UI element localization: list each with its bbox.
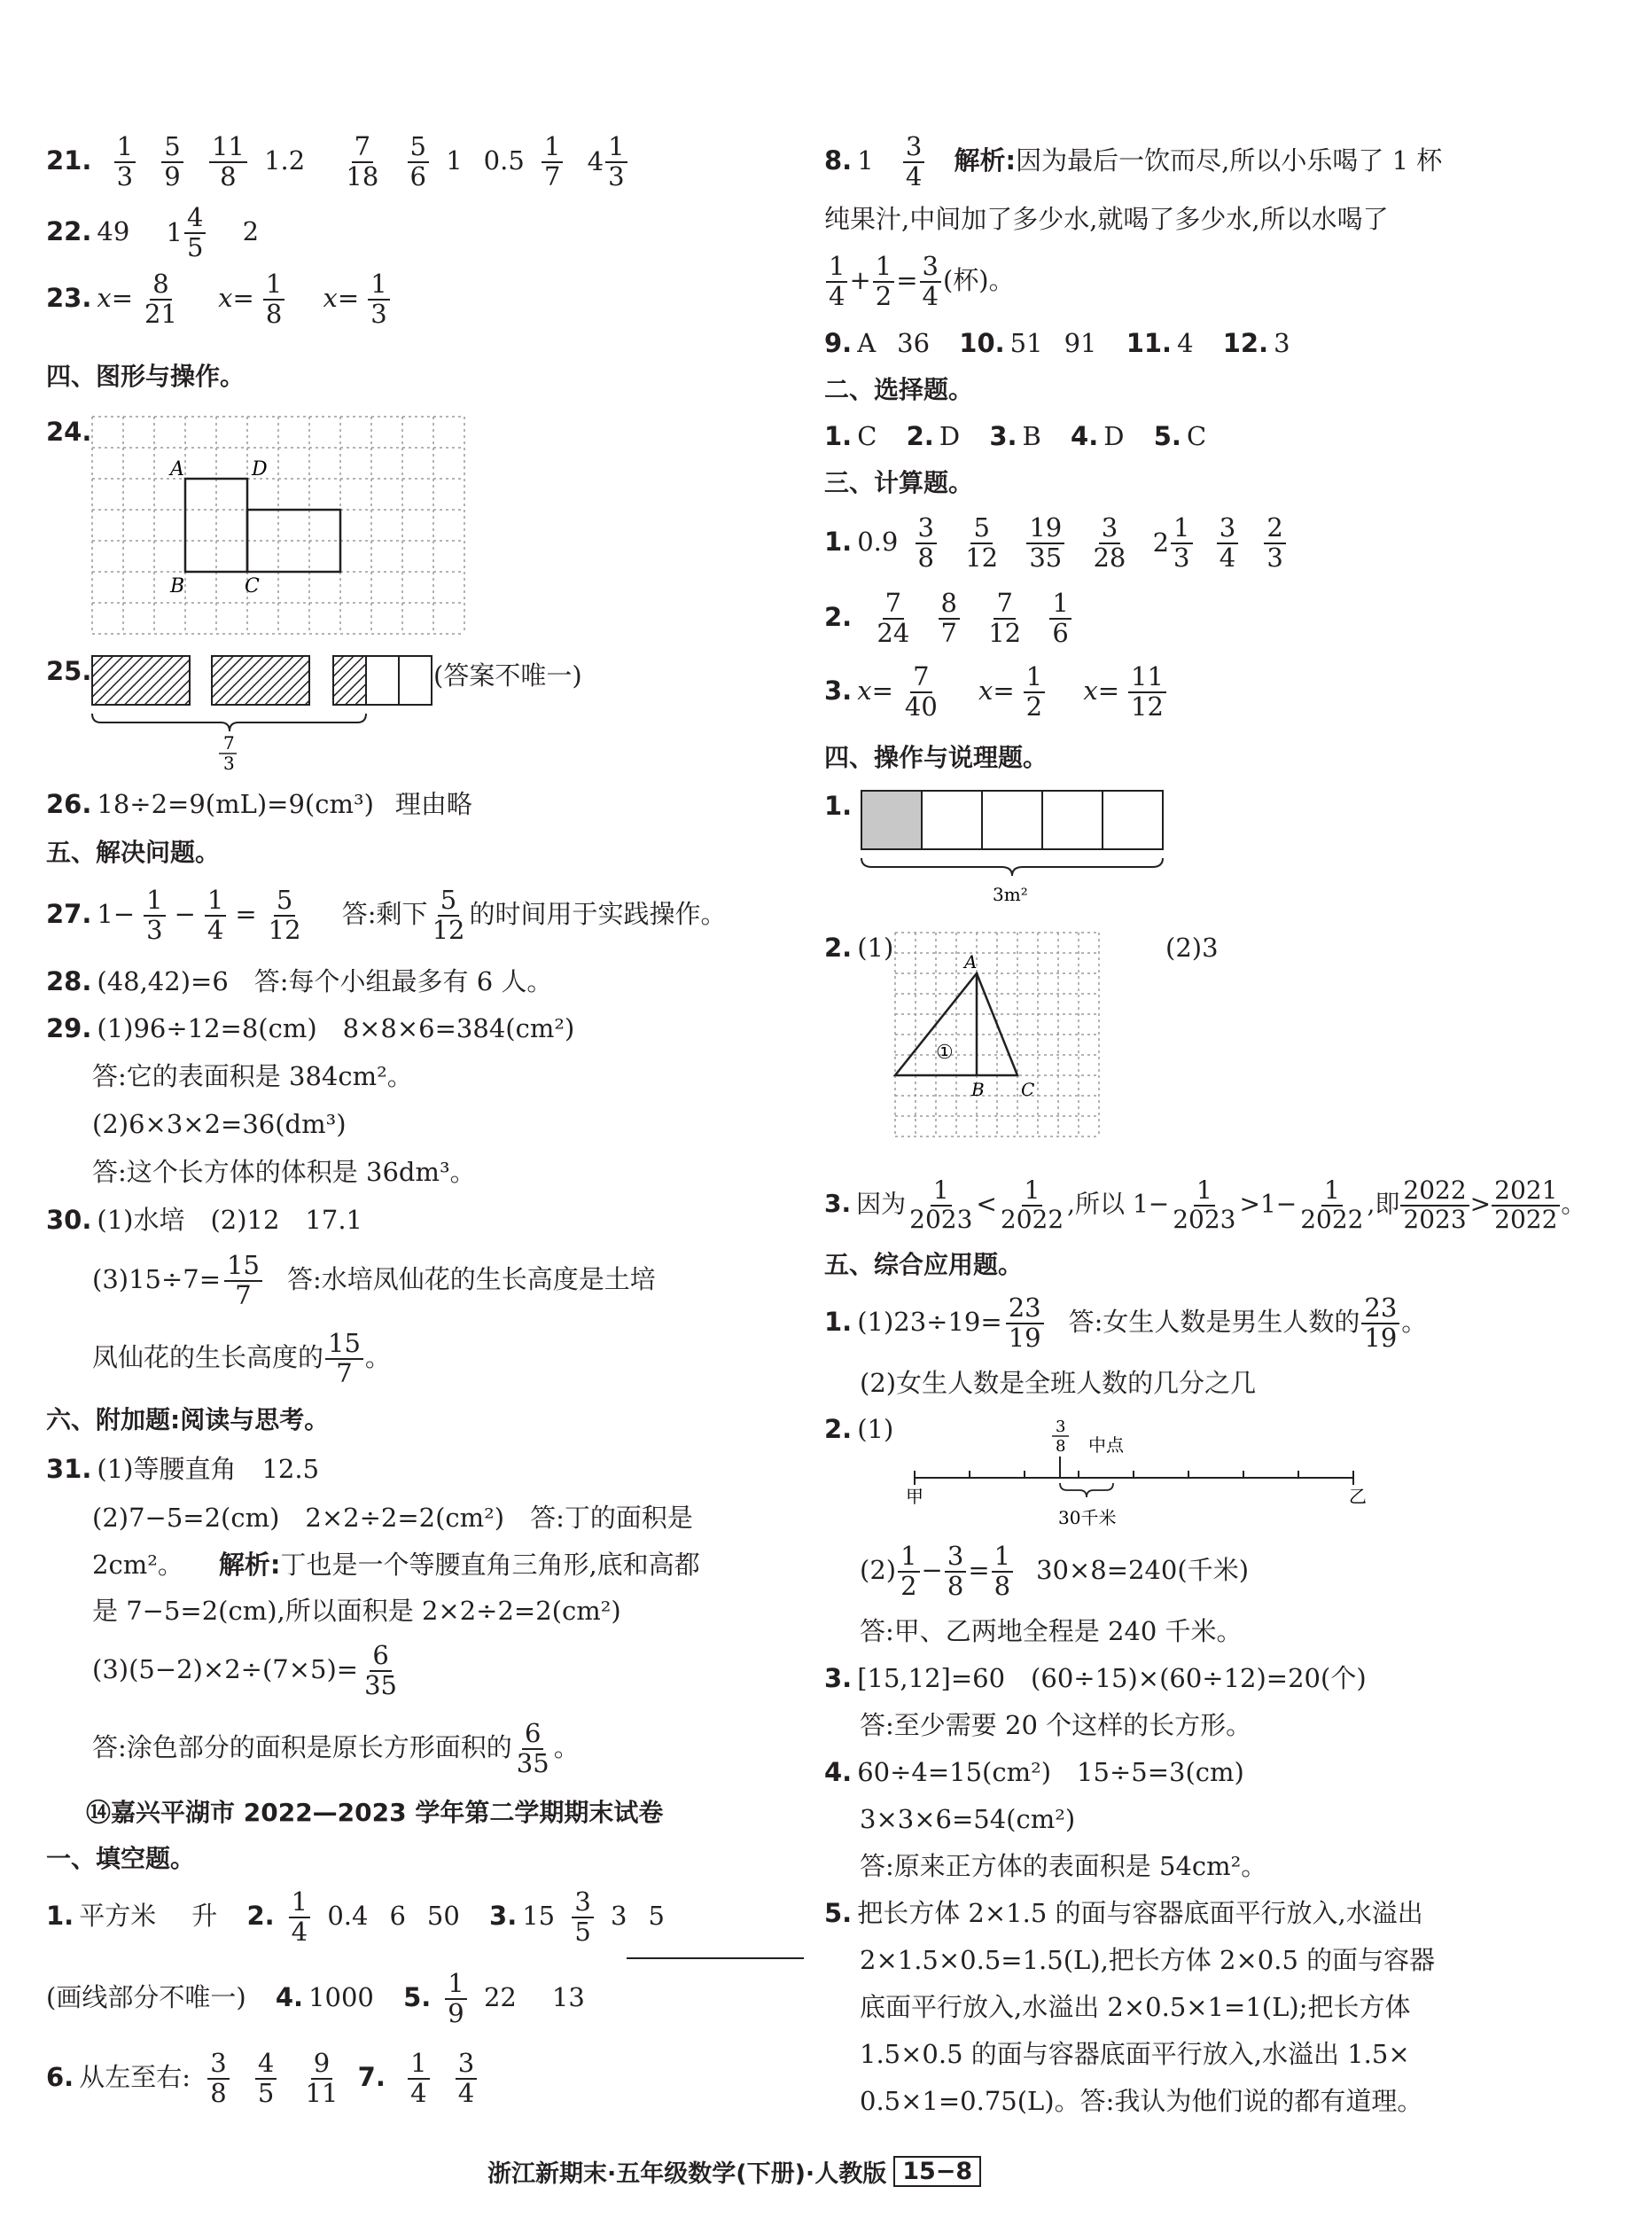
answer-25-note: (答案不唯一) xyxy=(433,660,582,691)
answer-r8-l2: 纯果汁,中间加了多少水,就喝了多少水,所以水喝了 xyxy=(824,204,1389,234)
answer-r8-l3: $\frac{1}{4}$ + $\frac{1}{2}$ = $\frac{3}{4}$ (杯)。 xyxy=(824,253,1015,311)
section-3-heading: 三、计算题。 xyxy=(824,468,974,497)
answer-30-l3: 凤仙花的生长高度的 $\frac{15}{7}$ 。 xyxy=(92,1328,391,1388)
section-5r-heading: 五、综合应用题。 xyxy=(824,1250,1024,1279)
app-5-l4: 1.5×0.5 的面与容器底面平行放入,水溢出 1.5× xyxy=(860,2039,1410,2069)
exam-title: ⑭嘉兴平湖市 2022—2023 学年第二学期期末试卷 xyxy=(86,1798,664,1827)
nl-midpoint-label: 中点 xyxy=(1088,1434,1124,1456)
app-1-l1: 1. (1)23÷19= $\frac{23}{19}$ 答:女生人数是男生人数的 $\frac{23}{19}$ 。 xyxy=(824,1293,1428,1353)
strip-area-label: 3m² xyxy=(993,884,1028,905)
fraction: $\frac{11}{8}$ xyxy=(209,133,247,191)
fraction: $\frac{1}{7}$ xyxy=(542,133,563,191)
fraction: $\frac{7}{18}$ xyxy=(346,131,379,191)
app-4-l2: 3×3×6=54(cm²) xyxy=(860,1804,1076,1834)
answer-29-l2: 答:它的表面积是 384cm²。 xyxy=(92,1061,413,1091)
app-5-l2: 2×1.5×0.5=1.5(L),把长方体 2×0.5 的面与容器 xyxy=(860,1945,1436,1975)
answer-31-l6: 答:涂色部分的面积是原长方形面积的 $\frac{6}{35}$ 。 xyxy=(92,1718,580,1778)
section-5-heading: 五、解决问题。 xyxy=(46,838,221,867)
nl-start-label: 甲 xyxy=(906,1486,923,1507)
answer-31-l4: 是 7−5=2(cm),所以面积是 2×2÷2=2(cm²) xyxy=(92,1596,621,1626)
footer-title: 浙江新期末·五年级数学(下册)·人教版 xyxy=(487,2160,887,2188)
app-5-l3: 底面平行放入,水溢出 2×0.5×1=1(L);把长方体 xyxy=(860,1992,1411,2022)
section-6-heading: 六、附加题:阅读与思考。 xyxy=(46,1405,330,1434)
answer-29-l1: 29. (1)96÷12=8(cm) 8×8×6=384(cm²) xyxy=(46,1013,575,1043)
strip-cell xyxy=(922,791,982,849)
answer-21: 21. $\frac{1}{3}$ $\frac{5}{9}$ $\frac{11}{8}$ 1.2 $\frac{7}{18}$ $\frac{5}{6}$ 1 0.5 $\frac{1}{7}$ 4 1 3 xyxy=(46,133,635,191)
strip-cell-shaded xyxy=(861,791,922,849)
fill-row-1: 1. 平方米 升 2. $\frac{1}{4}$ 0.4 6 50 3. 15 $\frac{3}{5}$ 3 5 xyxy=(46,1886,665,1947)
answer-30-l2: (3)15÷7= $\frac{15}{7}$ 答:水培凤仙花的生长高度是土培 xyxy=(92,1250,656,1310)
grid-triangle xyxy=(895,933,1108,1145)
strip-cell xyxy=(1042,791,1103,849)
answer-29-l3: (2)6×3×2=36(dm³) xyxy=(92,1109,347,1139)
answer-31-l5: (3)(5−2)×2÷(7×5)= $\frac{6}{35}$ xyxy=(92,1640,397,1700)
strip-cell xyxy=(1103,791,1163,849)
answer-r8-l1: 8. 1 $\frac{3}{4}$ 解析:因为最后一饮而尽,所以小乐喝了 1 杯 xyxy=(824,131,1443,191)
label-c: C xyxy=(1021,1079,1035,1100)
answer-23: 23. x= $\frac{8}{21}$ x= $\frac{1}{8}$ x= $\frac{1}{3}$ xyxy=(46,270,399,329)
answer-24-num: 24. xyxy=(46,417,92,447)
nl-distance-label: 30千米 xyxy=(1058,1507,1117,1528)
section-4-heading: 四、图形与操作。 xyxy=(46,362,245,391)
app-4-l3: 答:原来正方体的表面积是 54cm²。 xyxy=(860,1851,1267,1881)
op-1-num: 1. xyxy=(824,791,853,821)
label-a: A xyxy=(170,458,184,480)
bar-2 xyxy=(212,656,309,705)
fraction: $\frac{5}{6}$ xyxy=(408,133,429,191)
answer-31-l2: (2)7−5=2(cm) 2×2÷2=2(cm²) 答:丁的面积是 xyxy=(92,1503,693,1533)
brace xyxy=(861,858,1163,876)
label-a: A xyxy=(964,951,978,972)
fill-row-2: (画线部分不唯一) 4. 1000 5. $\frac{1}{9}$ 22 13 xyxy=(46,1968,585,2028)
app-5-l5: 0.5×1=0.75(L)。答:我认为他们说的都有道理。 xyxy=(860,2086,1423,2116)
strip-cell xyxy=(982,791,1042,849)
label-b: B xyxy=(971,1079,985,1100)
nl-brace xyxy=(1060,1483,1113,1497)
app-2-num: 2. (1) xyxy=(824,1414,894,1444)
choice-answers: 1. C 2. D 3. B 4. D 5. C xyxy=(824,421,1207,451)
app-2-l3: 答:甲、乙两地全程是 240 千米。 xyxy=(860,1616,1243,1646)
answer-25-num: 25. xyxy=(46,656,92,686)
app-4-l1: 4. 60÷4=15(cm²) 15÷5=3(cm) xyxy=(824,1757,1244,1787)
fraction: $\frac{1}{3}$ xyxy=(114,133,136,191)
answer-27: 27. 1− $\frac{1}{3}$ − $\frac{1}{4}$ = $\frac{5}{12}$ 答:剩下 $\frac{5}{12}$ 的时间用于实践操作。 xyxy=(46,885,727,945)
answer-22: 22. 49 1 4 5 2 xyxy=(46,202,260,262)
answer-30-l1: 30. (1)水培 (2)12 17.1 xyxy=(46,1205,363,1235)
page-footer xyxy=(487,2154,981,2189)
label-d: D xyxy=(252,458,268,480)
label-circle-1: ① xyxy=(936,1042,954,1064)
shaded-bars-25 xyxy=(92,656,482,774)
nl-frac-den: 8 xyxy=(1056,1437,1066,1456)
strip-diagram xyxy=(861,791,1181,924)
answer-31-l1: 31. (1)等腰直角 12.5 xyxy=(46,1454,320,1484)
brace-frac-num: 7 xyxy=(223,732,235,754)
page-number: 15−8 xyxy=(893,2156,981,2187)
bar-3-shaded xyxy=(333,656,366,705)
answer-29-l4: 答:这个长方体的体积是 36dm³。 xyxy=(92,1157,476,1187)
nl-frac-num: 3 xyxy=(1056,1417,1066,1436)
number-line xyxy=(870,1414,1367,1538)
label-b: B xyxy=(170,575,185,597)
label-c: C xyxy=(245,575,260,597)
op-2-part2: (2)3 xyxy=(1165,933,1219,963)
fraction: $\frac{5}{9}$ xyxy=(161,133,183,191)
answer-26: 26. 18÷2=9(mL)=9(cm³) 理由略 xyxy=(46,789,472,819)
calc-2: 2. $\frac{7}{24}$ $\frac{8}{7}$ $\frac{7}{12}$ $\frac{1}{6}$ xyxy=(824,590,1080,648)
underline xyxy=(627,1957,804,1959)
calc-1: 1. 0.9 $\frac{3}{8}$ $\frac{5}{12}$ $\frac{19}{35}$ $\frac{3}{28}$ 2 1 3 $\frac{3}{4}$ $\frac{2}{3}$ xyxy=(824,514,1295,573)
section-4r-heading: 四、操作与说理题。 xyxy=(824,743,1048,772)
app-2-l2: (2) $\frac{1}{2}$ − $\frac{3}{8}$ = $\frac{1}{8}$ 30×8=240(千米) xyxy=(860,1541,1250,1601)
brace-frac-den: 3 xyxy=(223,753,235,774)
section-1-heading: 一、填空题。 xyxy=(46,1844,196,1873)
answer-28: 28. (48,42)=6 答:每个小组最多有 6 人。 xyxy=(46,966,553,996)
app-3-l1: 3. [15,12]=60 (60÷15)×(60÷12)=20(个) xyxy=(824,1663,1367,1693)
calc-3: 3. x= $\frac{7}{40}$ x= $\frac{1}{2}$ x= $\frac{11}{12}$ xyxy=(824,663,1175,722)
app-5-l1: 5. 把长方体 2×1.5 的面与容器底面平行放入,水溢出 xyxy=(824,1898,1423,1928)
nl-end-label: 乙 xyxy=(1349,1486,1367,1507)
op-3: 3. 因为 $\frac{1}{2023}$ < $\frac{1}{2022}$ ,所以 1− $\frac{1}{2023}$ >1− $\frac{1}{2022}$ ,即 $\frac{2022}{2023}$ > $\frac{2021}{2022}$ 。 xyxy=(824,1175,1586,1234)
app-3-l2: 答:至少需要 20 个这样的长方形。 xyxy=(860,1710,1252,1740)
app-1-l2: (2)女生人数是全班人数的几分之几 xyxy=(860,1368,1257,1398)
op-2-num: 2. (1) xyxy=(824,933,894,963)
fill-row-3: 6. 从左至右: $\frac{3}{8}$ $\frac{4}{5}$ $\frac{9}{11}$ 7. $\frac{1}{4}$ $\frac{3}{4}$ xyxy=(46,2050,486,2108)
grid-figure-24 xyxy=(92,417,473,638)
brace xyxy=(92,714,366,731)
bar-3-empty xyxy=(399,656,432,705)
section-2-heading: 二、选择题。 xyxy=(824,375,974,404)
bar-1 xyxy=(92,656,190,705)
answer-31-l3: 2cm²。 解析:丁也是一个等腰直角三角形,底和高都 xyxy=(92,1550,700,1580)
answer-r9-12: 9. A 36 10. 51 91 11. 4 12. 3 xyxy=(824,328,1290,358)
bar-3-empty xyxy=(366,656,399,705)
